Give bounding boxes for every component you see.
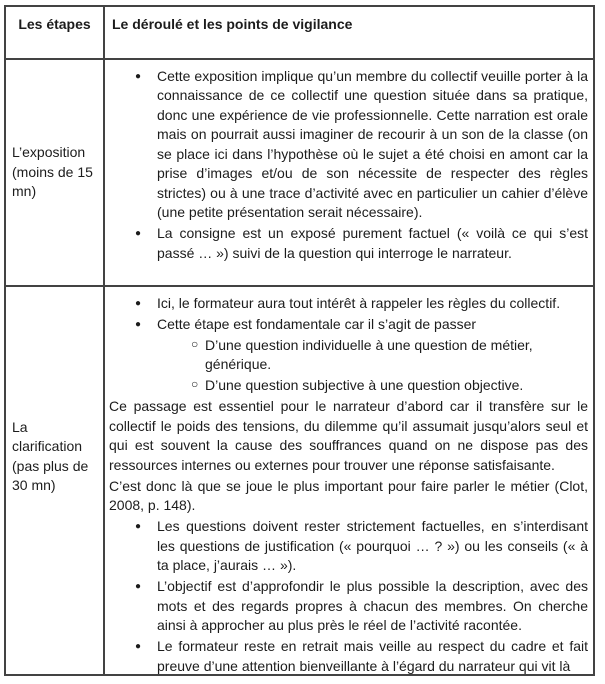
paragraph-text: Ce passage est essentiel pour le narrateur d’abord car il transfère sur le collectif le poids des tensions, du dilemme qu’il assumait jusqu’alors seul et qui est souvent la cause des souffrances quand on ne dispose pas des ressources internes ou externes pour trouver une réponse satisfaisante. (109, 398, 588, 473)
list-item (109, 224, 588, 263)
stages-table (4, 5, 595, 676)
bullet-icon: ● (135, 581, 142, 592)
circle-bullet-icon: ○ (191, 377, 199, 391)
bullet-icon: ● (135, 521, 142, 532)
paragraph (109, 397, 588, 475)
list-item-text: L’objectif est d’approfondir le plus possible la description, avec des mots et des regards propres à chacun des membres. On cherche ainsi à approcher au plus près le réel de l’activité racontée. (157, 578, 588, 633)
stage-cell-exposition (6, 60, 105, 287)
list-item-text: Cette étape est fondamentale car il s’agit de passer (157, 315, 477, 332)
bullet-icon: ● (135, 641, 142, 652)
list-item-text: Les questions doivent rester strictement factuelles, en s’interdisant les questions de justification (« pourquoi … ? ») ou les conseils (« à ta place, j’aurais … »). (157, 518, 588, 573)
list-item-text: Le formateur reste en retrait mais veille au respect du cadre et fait preuve d’une attention bienveillante à l’égard du narrateur qui vit là (157, 638, 588, 674)
list-item (109, 637, 588, 674)
header-cell-deroule: Le déroulé et les points de vigilance (105, 7, 593, 60)
content-cell-exposition (105, 60, 593, 287)
list-item (109, 67, 588, 223)
stage-label-exposition: L’exposition (moins de 15 mn) (12, 144, 93, 200)
bullet-icon: ● (135, 297, 142, 309)
list-item-text: La consigne est un exposé purement factuel (« voilà ce qui s’est passé … ») suivi de la question qui interroge le narrateur. (157, 225, 588, 261)
bullet-icon: ● (135, 70, 142, 82)
circle-bullet-icon: ○ (191, 336, 199, 351)
sub-list-item-text: D’une question subjective à une question objective. (205, 377, 524, 393)
paragraph (109, 477, 588, 516)
sub-list-item-text: D’une question individuelle à une question de métier, générique. (205, 336, 533, 372)
stage-cell-clarification (6, 287, 105, 674)
sub-list-item (109, 336, 588, 375)
bullet-icon: ● (135, 318, 142, 330)
list-item-text: Ici, le formateur aura tout intérêt à rappeler les règles du collectif. (157, 294, 561, 311)
list-item-text: Cette exposition implique qu’un membre du collectif veuille porter à la connaissance de ce collectif une question située dans sa pratique, donc une expérience de vie professionnelle. Cette narration est orale mais on pourrait aussi imaginer de recourir à un son de la classe (on se place ici dans l’hypothèse où le sujet a été choisi en amont car la prise d’images et/ou de son nécessite de respecter des règles strictes) ou à une trace d’activité avec en particulier un cahier d’élève (une petite présentation serait nécessaire). (157, 67, 588, 220)
paragraph-text: C’est donc là que se joue le plus important pour faire parler le métier (Clot, 2008, p. 148). (109, 477, 588, 513)
stage-label-clarification: La clarification (pas plus de 30 mn) (12, 418, 89, 493)
sub-list-item (109, 376, 588, 396)
list-item (109, 517, 588, 576)
header-cell-etapes: Les étapes (6, 7, 105, 60)
list-item (109, 315, 588, 335)
bullet-icon: ● (135, 228, 142, 239)
list-item (109, 294, 588, 314)
content-cell-clarification (105, 287, 593, 674)
list-item (109, 577, 588, 636)
